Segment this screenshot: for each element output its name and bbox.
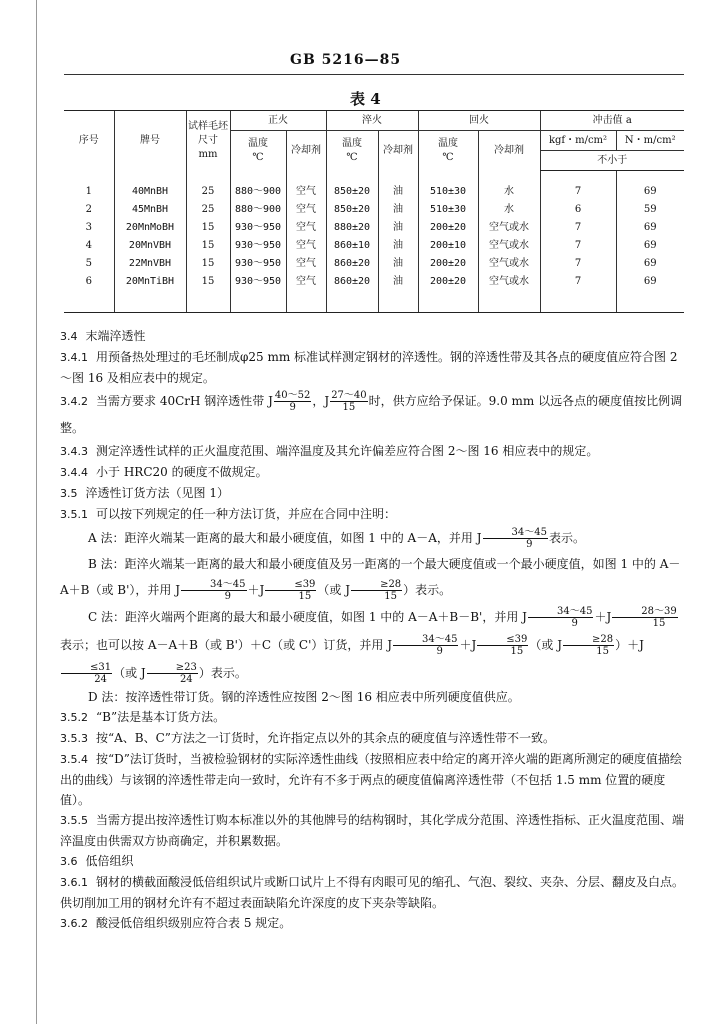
cell-norm-coolant: 空气 <box>286 183 326 201</box>
method-text: （或 J <box>529 638 563 652</box>
cell-no: 1 <box>85 185 92 197</box>
header-no: 序号 <box>64 111 114 171</box>
cell-quench-temp: 860±20 <box>326 255 378 273</box>
cell-size: 25 <box>186 201 230 219</box>
method-b <box>60 551 688 603</box>
fraction-denominator: 9 <box>526 539 533 550</box>
clause-number: 3.4.1 <box>60 351 88 364</box>
header-norm-coolant: 冷却剂 <box>286 131 326 171</box>
clause-3-4-3 <box>60 441 688 462</box>
temp-label: 温度 <box>438 137 458 149</box>
cell-norm-temp: 930～950 <box>230 255 286 273</box>
clause-3-6-2 <box>60 913 688 934</box>
fraction-denominator: 15 <box>384 591 397 602</box>
fraction-numerator: ≤39 <box>265 579 316 591</box>
method-text: 表示。 <box>548 531 585 545</box>
clause-3-5-4 <box>60 749 688 810</box>
section-number: 3.4 <box>60 330 78 343</box>
cell-norm-temp: 930～950 <box>230 237 286 255</box>
clause-text: 时，供方应给予保证。9.0 mm 以远各点的硬度值按比例调整。 <box>60 394 683 435</box>
header-size <box>186 111 230 171</box>
cell-N: 69 <box>616 255 684 273</box>
method-text: ＋J <box>247 583 265 597</box>
fraction <box>528 606 593 629</box>
cell-quench-coolant: 油 <box>378 237 418 255</box>
method-a <box>60 525 688 551</box>
fraction-denominator: 15 <box>298 591 312 602</box>
method-d <box>60 687 688 707</box>
clause-3-4-2 <box>60 388 688 441</box>
fraction-numerator: 34～45 <box>181 579 246 591</box>
clause-number: 3.6.2 <box>60 917 88 930</box>
method-text: ）表示。 <box>198 666 247 680</box>
section-title: 低倍组织 <box>85 854 134 868</box>
cell-grade: 22MnVBH <box>114 255 186 273</box>
cell-grade: 20MnTiBH <box>114 273 186 291</box>
fraction-numerator: 40～52 <box>274 390 311 401</box>
clause-number: 3.5.5 <box>60 814 88 827</box>
clause-number: 3.4.4 <box>60 466 88 479</box>
table-row <box>64 201 684 219</box>
fraction <box>61 662 112 685</box>
section-3-6 <box>60 851 688 872</box>
table-row <box>64 255 684 273</box>
header-quench-temp <box>326 131 378 171</box>
section-number: 3.5 <box>60 487 78 500</box>
fraction <box>477 634 528 657</box>
clause-number: 3.4.2 <box>60 395 88 408</box>
cell-kgf: 7 <box>540 273 616 291</box>
clause-number: 3.5.1 <box>60 508 88 521</box>
temp-label: 温度 <box>342 137 362 149</box>
page-margin-line <box>36 0 37 1024</box>
temp-unit: ℃ <box>252 151 264 163</box>
clause-number: 3.4.3 <box>60 445 88 458</box>
header-N-unit: N・m/cm² <box>616 131 684 151</box>
fraction <box>330 390 367 413</box>
cell-temper-coolant: 空气或水 <box>478 219 540 237</box>
cell-kgf: 7 <box>540 183 616 201</box>
cell-quench-temp: 850±20 <box>326 183 378 201</box>
clause-text: ，J <box>312 394 330 408</box>
header-quench-coolant: 冷却剂 <box>378 131 418 171</box>
fraction-numerator: 27～40 <box>331 390 367 401</box>
temp-unit: ℃ <box>346 151 358 163</box>
header-size-line1: 试样毛坯 <box>188 120 228 132</box>
clause-text: 小于 HRC20 的硬度不做规定。 <box>96 465 268 479</box>
method-text: A 法：距淬火端某一距离的最大和最小硬度值，如图 1 中的 A－A，并用 J <box>88 531 482 545</box>
clause-3-5-2 <box>60 707 688 728</box>
fraction-numerator: ≥23 <box>147 662 198 674</box>
temp-label: 温度 <box>248 137 268 149</box>
cell-temper-temp: 510±30 <box>418 201 478 219</box>
fraction-denominator: 15 <box>596 646 609 657</box>
table-row <box>64 237 684 255</box>
method-text: （或 J <box>317 583 351 597</box>
table-row <box>64 219 684 237</box>
header-kgf-unit: kgf・m/cm² <box>540 131 616 151</box>
clause-3-4-4 <box>60 462 688 483</box>
cell-norm-coolant: 空气 <box>286 201 326 219</box>
clause-3-5-1 <box>60 504 688 525</box>
section-number: 3.6 <box>60 855 78 868</box>
clause-3-4-1 <box>60 347 688 388</box>
method-text: D 法：按淬透性带订货。钢的淬透性应按图 2～图 16 相应表中所列硬度值供应。 <box>88 690 520 704</box>
cell-N: 59 <box>616 201 684 219</box>
fraction-numerator: ≥28 <box>351 579 402 591</box>
fraction <box>393 634 458 657</box>
fraction-numerator: 34～45 <box>483 527 548 539</box>
section-title: 末端淬透性 <box>85 329 146 343</box>
clause-3-6-1 <box>60 872 688 913</box>
cell-N: 69 <box>616 237 684 255</box>
header-grade: 牌号 <box>114 111 186 171</box>
fraction <box>147 662 198 685</box>
cell-quench-temp: 860±20 <box>326 273 378 291</box>
fraction-denominator: 9 <box>436 646 443 657</box>
fraction <box>563 634 614 657</box>
cell-temper-temp: 200±10 <box>418 237 478 255</box>
cell-quench-temp: 850±20 <box>326 201 378 219</box>
cell-N: 69 <box>616 183 684 201</box>
cell-grade: 20MnMoBH <box>114 219 186 237</box>
cell-norm-coolant: 空气 <box>286 237 326 255</box>
clause-number: 3.6.1 <box>60 876 88 889</box>
fraction-numerator: ≤39 <box>477 634 528 646</box>
header-normalizing: 正火 <box>230 111 326 131</box>
method-text: ＋J <box>459 638 477 652</box>
cell-size: 15 <box>186 237 230 255</box>
section-3-5 <box>60 483 688 504</box>
cell-N: 69 <box>616 219 684 237</box>
fraction-denominator: 9 <box>289 402 296 413</box>
fraction-denominator: 15 <box>342 402 356 413</box>
fraction-denominator: 15 <box>652 618 666 629</box>
cell-temper-coolant: 空气或水 <box>478 255 540 273</box>
fraction-numerator: 34～45 <box>528 606 593 618</box>
cell-quench-temp: 880±20 <box>326 219 378 237</box>
method-c <box>60 603 688 687</box>
header-temper-coolant: 冷却剂 <box>478 131 540 171</box>
clause-text: “B”法是基本订货方法。 <box>96 710 226 724</box>
standard-header: GB 5216—85 <box>290 52 402 68</box>
cell-kgf: 7 <box>540 237 616 255</box>
fraction <box>274 390 311 413</box>
cell-no: 2 <box>85 203 92 215</box>
cell-temper-temp: 200±20 <box>418 273 478 291</box>
fraction-denominator: 9 <box>224 591 231 602</box>
header-impact: 冲击值 a <box>540 111 684 131</box>
header-norm-temp <box>230 131 286 171</box>
section-title: 淬透性订货方法（见图 1） <box>85 486 229 500</box>
cell-norm-coolant: 空气 <box>286 273 326 291</box>
fraction <box>181 579 246 602</box>
method-text: ）＋J <box>615 638 644 652</box>
fraction-numerator: ≤31 <box>61 662 112 674</box>
cell-grade: 40MnBH <box>114 183 186 201</box>
fraction-numerator: ≥28 <box>563 634 614 646</box>
cell-norm-temp: 880～900 <box>230 201 286 219</box>
cell-norm-temp: 880～900 <box>230 183 286 201</box>
fraction <box>265 579 316 602</box>
clause-number: 3.5.4 <box>60 753 88 766</box>
cell-N: 69 <box>616 273 684 291</box>
method-text: C 法：距淬火端两个距离的最大和最小硬度值，如图 1 中的 A－A＋B－B'，并用 J <box>88 610 527 624</box>
table-title: 表 4 <box>350 90 381 108</box>
fraction-numerator: 28～39 <box>612 606 677 618</box>
cell-no: 5 <box>85 257 92 269</box>
method-text: ）表示。 <box>403 583 452 597</box>
clause-text: 按“D”法订货时，当被检验钢材的实际淬透性曲线（按照相应表中给定的离开淬火端的距离所测定的硬度值描绘出的曲线）与该钢的淬透性带走向一致时，允许有不多于两点的硬度值偏离淬透性带（不包括 1.5 mm 位置的硬度值）。 <box>60 752 682 807</box>
clause-3-5-3 <box>60 728 688 749</box>
cell-temper-temp: 200±20 <box>418 255 478 273</box>
clause-3-5-5 <box>60 810 688 851</box>
cell-quench-coolant: 油 <box>378 219 418 237</box>
clause-text: 钢材的横截面酸浸低倍组织试片或断口试片上不得有肉眼可见的缩孔、气泡、裂纹、夹杂、分层、翻皮及白点。供切削加工用的钢材允许有不超过表面缺陷允许深度的皮下夹杂等缺陷。 <box>60 875 685 910</box>
body-text <box>60 326 688 934</box>
clause-number: 3.5.2 <box>60 711 88 724</box>
cell-temper-coolant: 水 <box>478 201 540 219</box>
temp-unit: ℃ <box>442 151 454 163</box>
cell-size: 15 <box>186 273 230 291</box>
cell-size: 25 <box>186 183 230 201</box>
clause-text: 按“A、B、C”方法之一订货时，允许指定点以外的其余点的硬度值与淬透性带不一致。 <box>96 731 555 745</box>
table-row <box>64 273 684 291</box>
header-size-line2: 尺寸 <box>198 134 218 146</box>
method-text: B 法：距淬火端某一距离的最大和最小硬度值及另一距离的一个最大硬度值或一个最小硬度值，如图 1 中的 A－A＋B（或 B'），并用 J <box>60 557 681 597</box>
cell-norm-temp: 930～950 <box>230 219 286 237</box>
cell-no: 6 <box>85 275 92 287</box>
table-4 <box>64 110 684 313</box>
fraction-denominator: 9 <box>571 618 578 629</box>
header-min: 不小于 <box>540 151 684 171</box>
clause-text: 用预备热处理过的毛坯制成φ25 mm 标准试样测定钢材的淬透性。钢的淬透性带及其各点的硬度值应符合图 2～图 16 及相应表中的规定。 <box>60 350 678 385</box>
method-text: （或 J <box>113 666 146 680</box>
cell-temper-coolant: 空气或水 <box>478 273 540 291</box>
fraction-numerator: 34～45 <box>393 634 458 646</box>
clause-text: 当需方提出按淬透性订购本标准以外的其他牌号的结构钢时，其化学成分范围、淬透性指标、正火温度范围、端淬温度由供需双方协商确定，并积累数据。 <box>60 813 685 848</box>
fraction <box>612 606 677 629</box>
fraction <box>351 579 402 602</box>
header-rule <box>64 74 684 75</box>
method-text: ＋J <box>594 610 612 624</box>
cell-temper-temp: 200±20 <box>418 219 478 237</box>
clause-number: 3.5.3 <box>60 732 88 745</box>
cell-kgf: 7 <box>540 219 616 237</box>
cell-norm-temp: 930～950 <box>230 273 286 291</box>
cell-no: 4 <box>85 239 92 251</box>
cell-size: 15 <box>186 255 230 273</box>
section-3-4 <box>60 326 688 347</box>
cell-quench-coolant: 油 <box>378 255 418 273</box>
table-row <box>64 183 684 201</box>
cell-quench-temp: 860±10 <box>326 237 378 255</box>
fraction-denominator: 24 <box>94 674 107 685</box>
method-text: 表示；也可以按 A－A＋B（或 B'）＋C（或 C'）订货，并用 J <box>60 638 392 652</box>
fraction-denominator: 15 <box>510 646 524 657</box>
cell-kgf: 7 <box>540 255 616 273</box>
clause-text: 可以按下列规定的任一种方法订货，并应在合同中注明： <box>96 507 397 521</box>
cell-temper-coolant: 空气或水 <box>478 237 540 255</box>
header-temper-temp <box>418 131 478 171</box>
header-tempering: 回火 <box>418 111 540 131</box>
cell-no: 3 <box>85 221 92 233</box>
fraction <box>483 527 548 550</box>
cell-temper-temp: 510±30 <box>418 183 478 201</box>
fraction-denominator: 24 <box>179 674 193 685</box>
cell-norm-coolant: 空气 <box>286 219 326 237</box>
cell-kgf: 6 <box>540 201 616 219</box>
cell-quench-coolant: 油 <box>378 201 418 219</box>
clause-text: 酸浸低倍组织级别应符合表 5 规定。 <box>96 916 292 930</box>
cell-grade: 45MnBH <box>114 201 186 219</box>
clause-text: 当需方要求 40CrH 钢淬透性带 J <box>96 394 273 408</box>
cell-quench-coolant: 油 <box>378 273 418 291</box>
header-size-unit: mm <box>198 148 218 160</box>
header-quenching: 淬火 <box>326 111 418 131</box>
cell-norm-coolant: 空气 <box>286 255 326 273</box>
clause-text: 测定淬透性试样的正火温度范围、端淬温度及其允许偏差应符合图 2～图 16 相应表中的规定。 <box>96 444 599 458</box>
cell-grade: 20MnVBH <box>114 237 186 255</box>
cell-quench-coolant: 油 <box>378 183 418 201</box>
cell-temper-coolant: 水 <box>478 183 540 201</box>
cell-size: 15 <box>186 219 230 237</box>
